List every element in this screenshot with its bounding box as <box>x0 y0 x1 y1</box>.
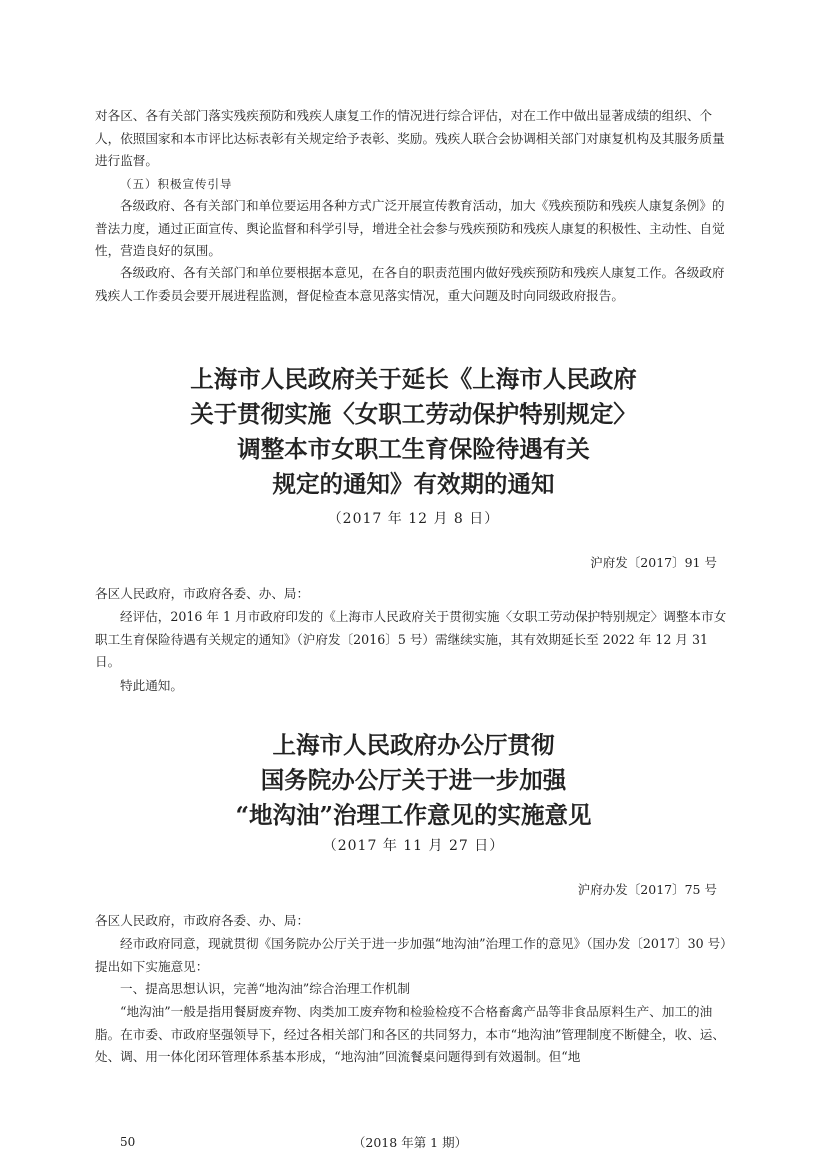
closing-line: 特此通知。 <box>120 678 183 693</box>
opinion-body: “地沟油”一般是指用餐厨废弃物、肉类加工废弃物和检验检疫不合格畜禽产品等非食品原料生产、加工的油脂。在市委、市政府坚强领导下，经过各相关部门和各区的共同努力，本市“地沟油”管理制度不断健全，收、运、处、调、用一体化闭环管理体系基本形成，“地沟油”回流餐桌问题得到有效遏制。但“地 <box>95 1004 725 1064</box>
title-line: 上海市人民政府关于延长《上海市人民政府 <box>190 365 637 393</box>
title-line: 上海市人民政府办公厅贯彻 <box>272 731 555 759</box>
salutation: 各区人民政府，市政府各委、办、局： <box>95 913 310 928</box>
opinion-date: （2017 年 11 月 27 日） <box>322 838 505 854</box>
notice-date: （2017 年 12 月 8 日） <box>327 511 500 527</box>
notice-body: 经评估，2016 年 1 月市政府印发的《上海市人民政府关于贯彻实施〈女职工劳动保护特别规定〉调整本市女职工生育保险待遇有关规定的通知》（沪府发〔2016〕5 号）需继续实施，其有效期延长至 2022 年 12 月 31 日。 <box>95 609 727 669</box>
document-number: 沪府办发〔2017〕75 号 <box>577 882 717 897</box>
title-line: 国务院办公厅关于进一步加强 <box>260 766 567 794</box>
paragraph-evaluation: 对各区、各有关部门落实残疾预防和残疾人康复工作的情况进行综合评估，对在工作中做出显著成绩的组织、个人，依照国家和本市评比达标表彰有关规定给予表彰、奖励。残疾人联合会协调相关部门对康复机构及其服务质量进行监督。 <box>95 108 725 168</box>
document-number: 沪府发〔2017〕91 号 <box>590 555 717 570</box>
paragraph-implementation: 各级政府、各有关部门和单位要根据本意见，在各自的职责范围内做好残疾预防和残疾人康复工作。各级政府残疾人工作委员会要开展进程监测，督促检查本意见落实情况，重大问题及时向同级政府报告。 <box>95 265 725 303</box>
issue-label: （2018 年第 1 期） <box>352 1135 468 1150</box>
salutation: 各区人民政府，市政府各委、办、局： <box>95 586 310 601</box>
section-heading-publicity: （五）积极宣传引导 <box>120 177 233 191</box>
title-line: 规定的通知》有效期的通知 <box>272 470 555 498</box>
section-heading-mechanism: 一、提高思想认识，完善“地沟油”综合治理工作机制 <box>120 981 410 996</box>
title-line: 调整本市女职工生育保险待遇有关 <box>237 435 590 463</box>
opinion-intro: 经市政府同意，现就贯彻《国务院办公厅关于进一步加强“地沟油”治理工作的意见》（国办发〔2017〕30 号）提出如下实施意见： <box>95 936 733 974</box>
title-line: “地沟油”治理工作意见的实施意见 <box>235 801 592 829</box>
page-number: 50 <box>120 1135 136 1149</box>
title-line: 关于贯彻实施〈女职工劳动保护特别规定〉 <box>190 400 637 428</box>
paragraph-publicity: 各级政府、各有关部门和单位要运用各种方式广泛开展宣传教育活动，加大《残疾预防和残疾人康复条例》的普法力度，通过正面宣传、舆论监督和科学引导，增进全社会参与残疾预防和残疾人康复的积极性、主动性、自觉性，营造良好的氛围。 <box>95 198 725 258</box>
